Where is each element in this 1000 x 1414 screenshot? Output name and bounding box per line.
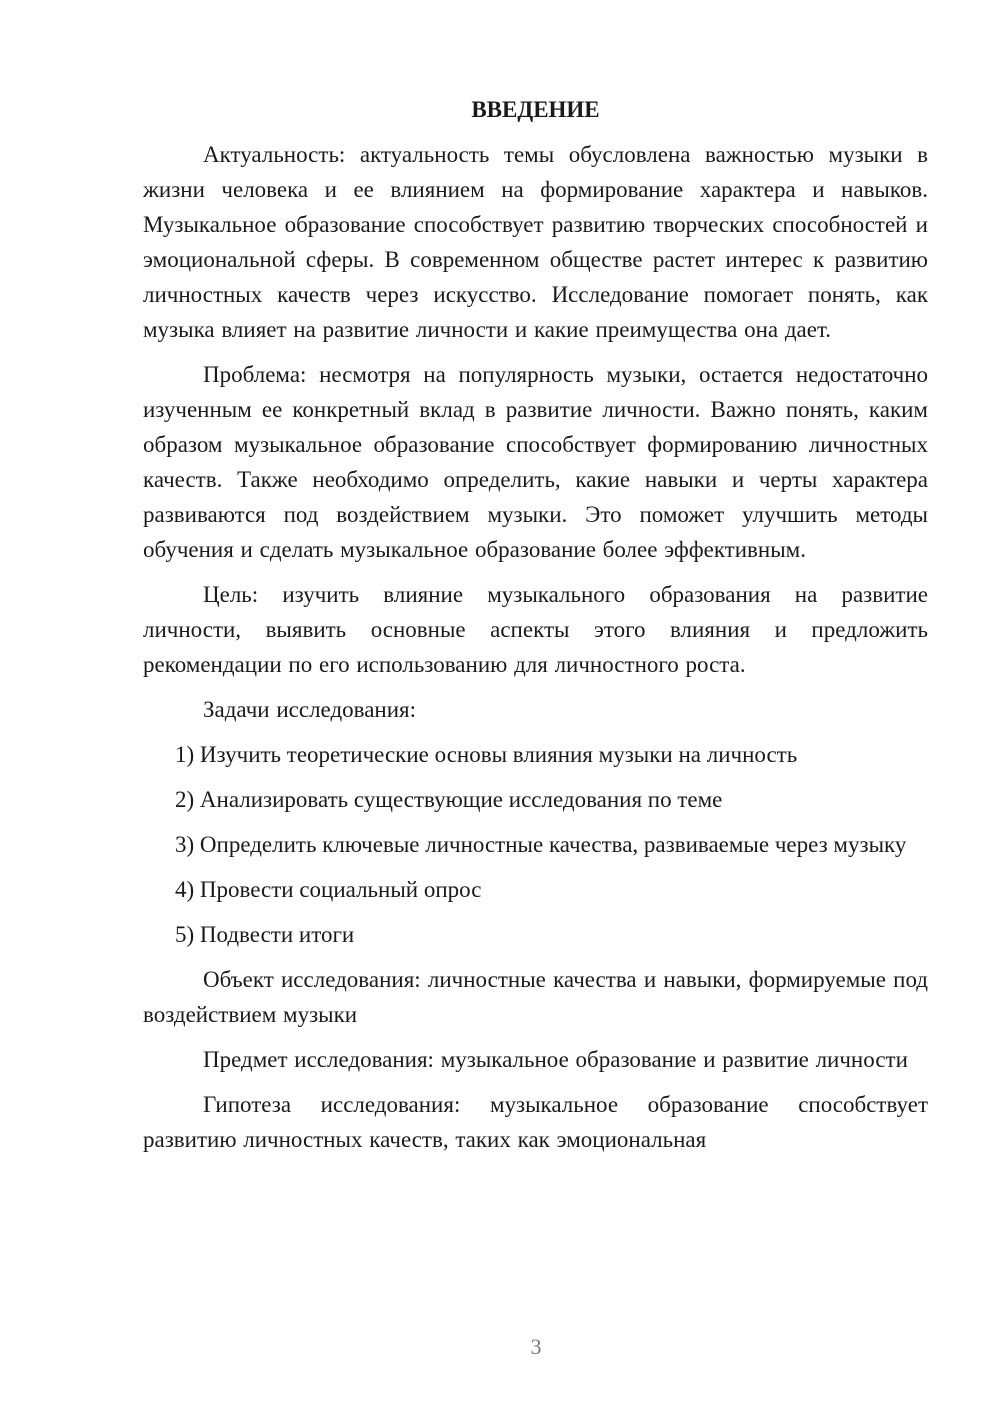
- paragraph-hypothesis: Гипотеза исследования: музыкальное образование способствует развитию личностных качеств, таких как эмоциональная: [143, 1092, 928, 1152]
- paragraph-goal: Цель: изучить влияние музыкального образования на развитие личности, выявить основные аспекты этого влияния и предложить рекомендации по его использованию для личностного роста.: [143, 582, 928, 677]
- paragraph-object: Объект исследования: личностные качества и навыки, формируемые под воздействием музыки: [143, 967, 928, 1027]
- page-title: ВВЕДЕНИЕ: [471, 97, 600, 122]
- tasks-heading: Задачи исследования:: [203, 697, 417, 722]
- page-number: 3: [530, 1334, 542, 1359]
- list-item: 5) Подвести итоги: [175, 922, 355, 947]
- paragraph-subject: Предмет исследования: музыкальное образование и развитие личности: [203, 1047, 908, 1072]
- list-item: 3) Определить ключевые личностные качества, развиваемые через музыку: [175, 832, 907, 857]
- paragraph-relevance: Актуальность: актуальность темы обусловлена важностью музыки в жизни человека и ее влиянием на формирование характера и навыков. Музыкальное образование способствует развитию творческих способностей и эмоциональной сферы. В современном обществе растет интерес к развитию личностных качеств через искусство. Исследование помогает понять, как музыка влияет на развитие личности и какие преимущества она дает.: [143, 142, 928, 342]
- page-content: [143, 92, 928, 1167]
- paragraph-problem: Проблема: несмотря на популярность музыки, остается недостаточно изученным ее конкретный вклад в развитие личности. Важно понять, каким образом музыкальное образование способствует формированию личностных качеств. Также необходимо определить, какие навыки и черты характера развиваются под воздействием музыки. Это поможет улучшить методы обучения и сделать музыкальное образование более эффективным.: [143, 362, 928, 562]
- list-item: 2) Анализировать существующие исследования по теме: [175, 787, 723, 812]
- list-item: 1) Изучить теоретические основы влияния музыки на личность: [175, 742, 798, 767]
- list-item: 4) Провести социальный опрос: [175, 877, 482, 902]
- tasks-list: [143, 737, 928, 952]
